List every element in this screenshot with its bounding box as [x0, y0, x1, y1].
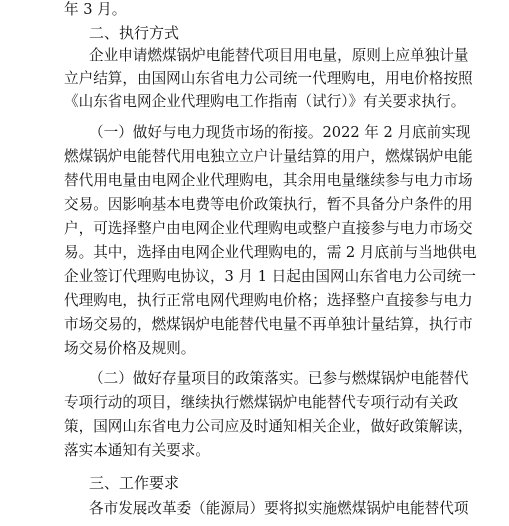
text-line-9: 交易。因影响基本电费等电价政策执行，暂不具备分户条件的用 [64, 196, 473, 213]
text-line-21: 各市发展改革委（能源局）要将拟实施燃煤锅炉电能替代项 [89, 500, 469, 517]
text-line-18: 策，国网山东省电力公司应及时通知相关企业，做好政策解读， [64, 418, 473, 435]
text-line-16: （二）做好存量项目的政策落实。已参与燃煤锅炉电能替代 [89, 370, 469, 387]
text-line-7: 燃煤锅炉电能替代用电独立立户计量结算的用户，燃煤锅炉电能 [64, 148, 473, 165]
text-line-14: 市场交易的，燃煤锅炉电能替代电量不再单独计量结算，执行市 [64, 316, 473, 333]
section-heading-requirements: 三、工作要求 [89, 474, 180, 492]
text-line-17: 专项行动的项目，继续执行燃煤锅炉电能替代专项行动有关政 [64, 394, 459, 411]
text-line-6: （一）做好与电力现货市场的衔接。2022 年 2 月底前实现 [89, 124, 471, 141]
text-line-11: 易。其中，选择由电网企业代理购电的，需 2 月底前与当地供电 [64, 244, 477, 261]
text-line-3: 企业申请燃煤锅炉电能替代项目用电量，原则上应单独计量 [89, 47, 469, 64]
text-line-5: 《山东省电网企业代理购电工作指南（试行）》有关要求执行。 [64, 93, 466, 110]
section-heading-execution: 二、执行方式 [89, 24, 180, 42]
text-line-1: 年 3 月。 [64, 1, 127, 18]
text-line-10: 户，可选择整户由电网企业代理购电或整户直接参与电力市场交 [64, 220, 473, 237]
text-line-19: 落实本通知有关要求。 [64, 442, 210, 459]
text-line-8: 替代用电量由电网企业代理购电，其余用电量继续参与电力市场 [64, 172, 473, 189]
text-line-12: 企业签订代理购电协议，3 月 1 日起由国网山东省电力公司统一 [64, 268, 476, 285]
text-line-13: 代理购电，执行正常电网代理购电价格；选择整户直接参与电力 [64, 292, 473, 309]
text-line-4: 立户结算，由国网山东省电力公司统一代理购电，用电价格按照 [64, 70, 473, 87]
text-line-15: 场交易价格及规则。 [64, 340, 196, 357]
